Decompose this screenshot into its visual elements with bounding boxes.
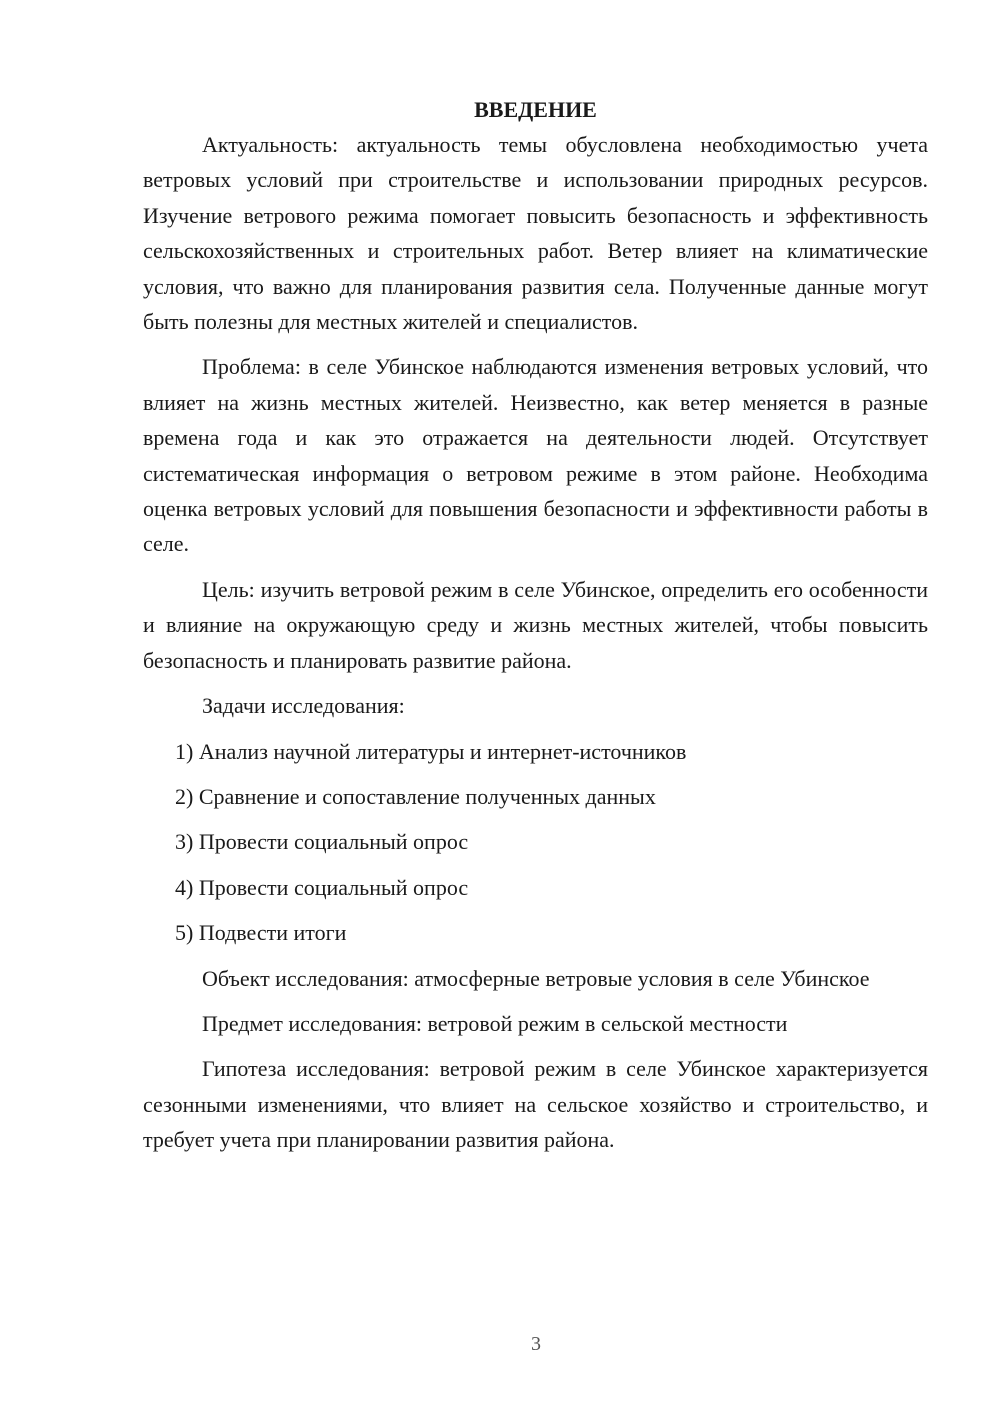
hypothesis-paragraph: Гипотеза исследования: ветровой режим в селе Убинское характеризуется сезонными изменениями, что влияет на сельское хозяйство и строительство, и требует учета при планировании развития района. (143, 1056, 928, 1153)
page-content (143, 92, 928, 1158)
goal-paragraph: Цель: изучить ветровой режим в селе Убинское, определить его особенности и влияние на окружающую среду и жизнь местных жителей, чтобы повысить безопасность и планировать развитие района. (143, 576, 928, 673)
object-paragraph: Объект исследования: атмосферные ветровые условия в селе Убинское (202, 965, 870, 991)
task-item-3: 3) Провести социальный опрос (175, 829, 469, 855)
task-item-2: 2) Сравнение и сопоставление полученных данных (175, 783, 656, 809)
problem-paragraph: Проблема: в селе Убинское наблюдаются изменения ветровых условий, что влияет на жизнь местных жителей. Неизвестно, как ветер меняется в разные времена года и как это отражается на деятельности людей. Отсутствует систематическая информация о ветровом режиме в этом районе. Необходима оценка ветровых условий для повышения безопасности и эффективности работы в селе. (143, 354, 928, 557)
task-item-4: 4) Провести социальный опрос (175, 874, 469, 900)
page-number: 3 (531, 1333, 541, 1355)
task-list (143, 734, 928, 951)
task-item-1: 1) Анализ научной литературы и интернет-источников (175, 738, 687, 764)
relevance-paragraph: Актуальность: актуальность темы обусловлена необходимостью учета ветровых условий при строительстве и использовании природных ресурсов. Изучение ветрового режима помогает повысить безопасность и эффективность сельскохозяйственных и строительных работ. Ветер влияет на климатические условия, что важно для планирования развития села. Полученные данные могут быть полезны для местных жителей и специалистов. (143, 132, 928, 335)
subject-paragraph: Предмет исследования: ветровой режим в сельской местности (202, 1010, 788, 1036)
task-item-5: 5) Подвести итоги (175, 920, 347, 946)
section-title: ВВЕДЕНИЕ (474, 97, 597, 122)
tasks-heading: Задачи исследования: (202, 693, 405, 719)
